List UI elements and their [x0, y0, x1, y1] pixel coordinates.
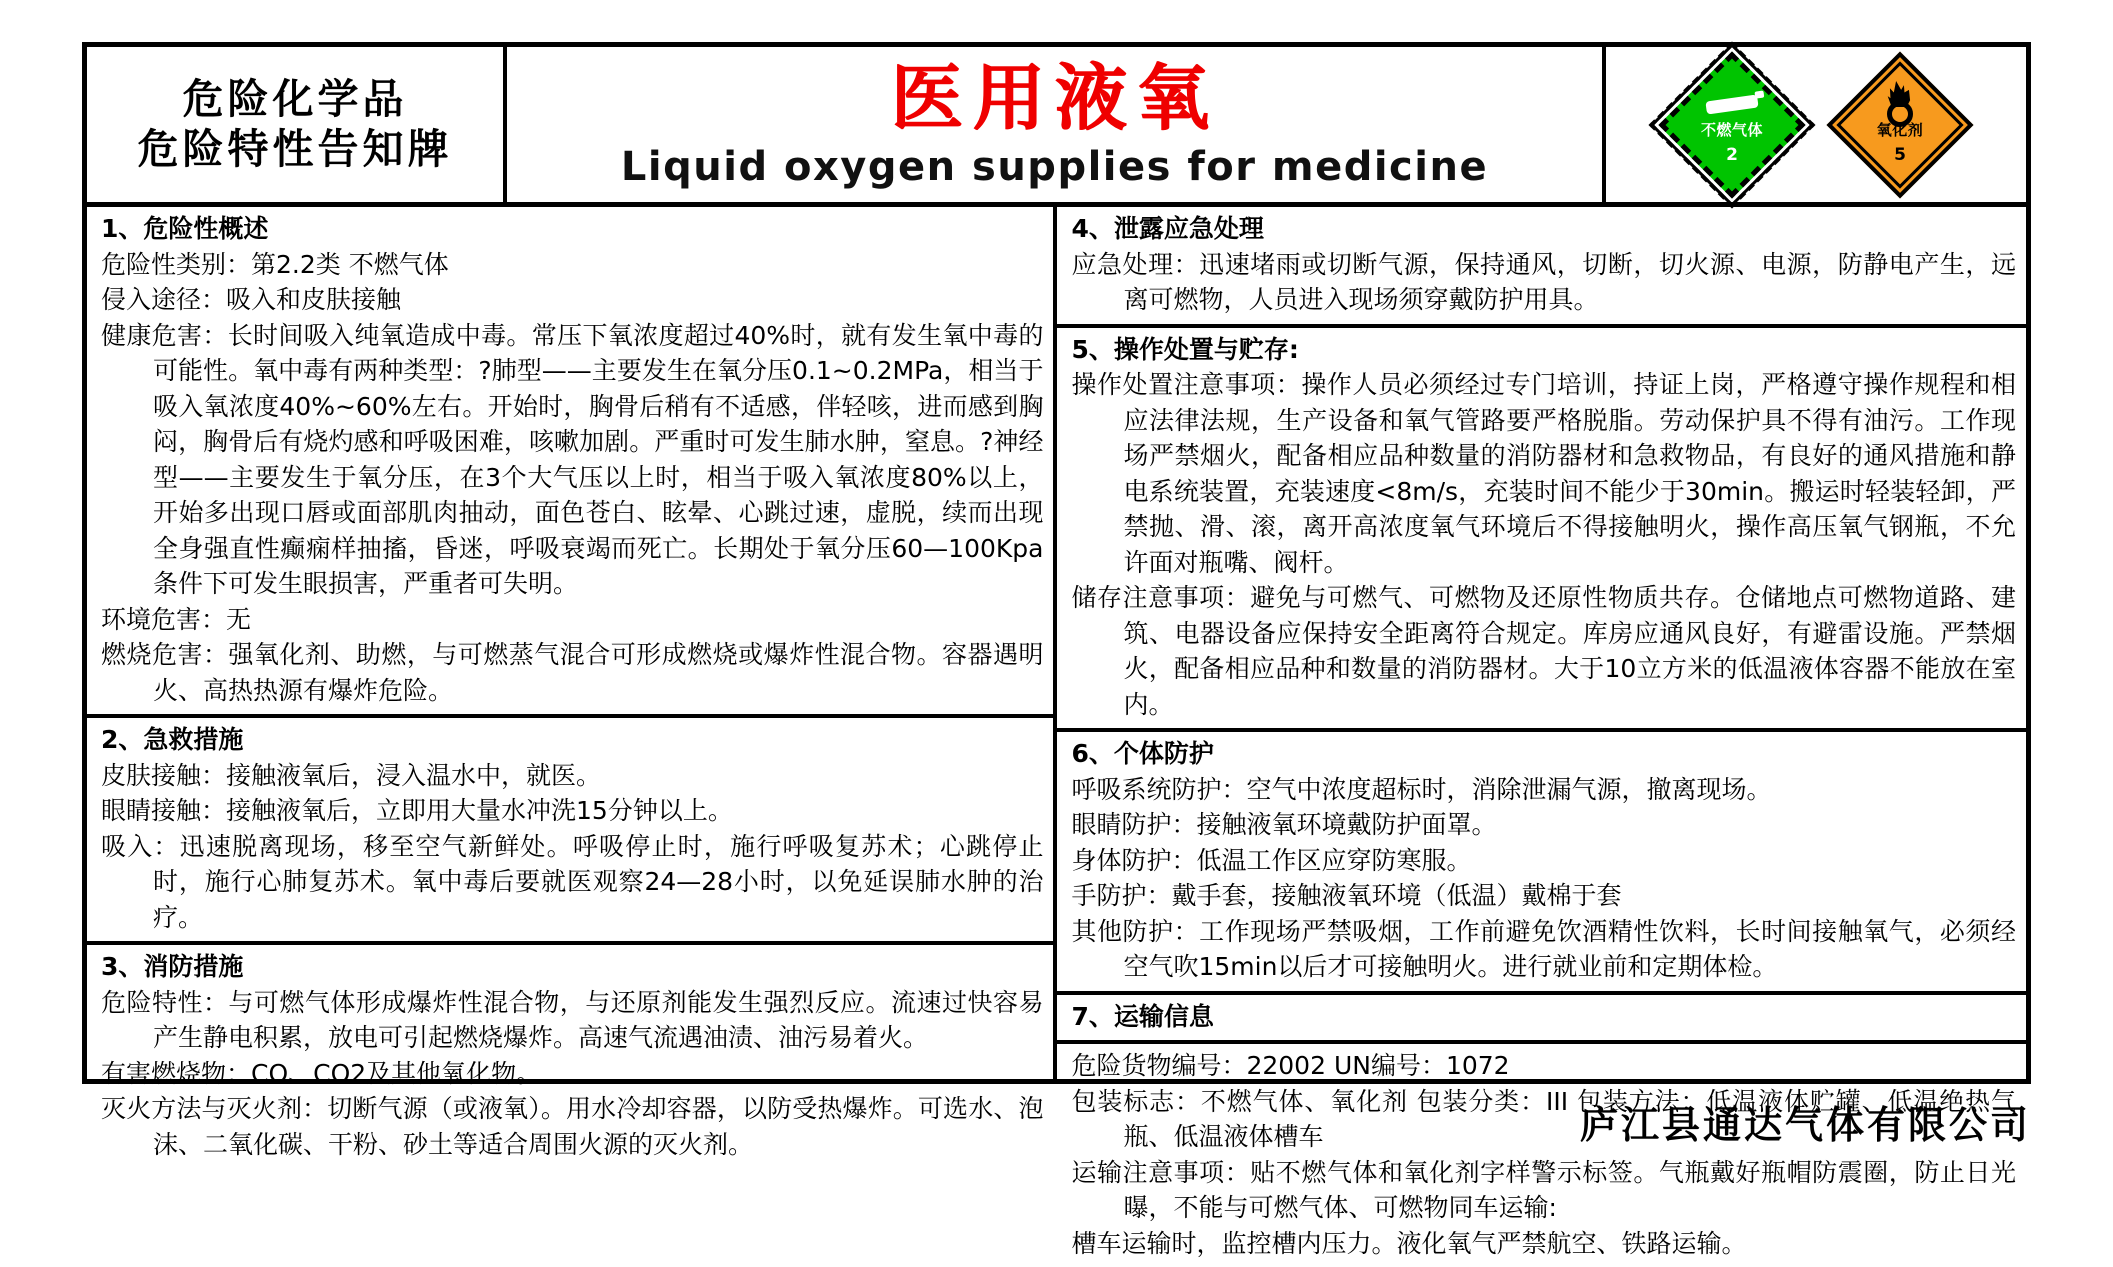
section-title: 7、运输信息: [1071, 1001, 1214, 1031]
section-line: 储存注意事项：避免与可燃气、可燃物及还原性物质共存。仓储地点可燃物道路、建筑、电器设备应保持安全距离符合规定。库房应通风良好，有避雷设施。严禁烟火，配备相应品种和数量的消防器材。大于10立方米的低温液体容器不能放在室内。: [1071, 583, 2016, 719]
placard-class-number: 2: [1726, 145, 1738, 165]
section-line: 运输注意事项：贴不燃气体和氧化剂字样警示标签。气瓶戴好瓶帽防震圈，防止日光曝，不能与可燃气体、可燃物同车运输:: [1071, 1157, 2016, 1222]
product-name-english: Liquid oxygen supplies for medicine: [620, 143, 1489, 190]
section-line: 有害燃烧物：CO、CO2及其他氧化物。: [101, 1058, 542, 1088]
placard-inner-border: [1836, 61, 1963, 188]
section-first-aid: [87, 718, 1053, 945]
placard-diamond-shape: [1658, 51, 1805, 198]
section-line: 危险货物编号：22002 UN编号：1072: [1071, 1051, 1510, 1080]
section-title: 5、操作处置与贮存:: [1071, 334, 1299, 364]
section-line: 其他防护：工作现场严禁吸烟，工作前避免饮酒精性饮料，长时间接触氧气，必须经空气吹15min以后才可接触明火。进行就业前和定期体检。: [1071, 916, 2016, 981]
section-transport-info-title: [1057, 995, 2026, 1045]
board-header: [87, 47, 2026, 207]
header-title-line1: 危险化学品: [182, 75, 408, 124]
section-line: 健康危害：长时间吸入纯氧造成中毒。常压下氧浓度超过40%时，就有发生氧中毒的可能性。氧中毒有两种类型：?肺型——主要发生在氧分压0.1~0.2MPa，相当于吸入氧浓度40%~60%左右。开始时，胸骨后稍有不适感，伴轻咳，进而感到胸闷，胸骨后有烧灼感和呼吸困难，咳嗽加剧。严重时可发生肺水肿，窒息。?神经型——主要发生于氧分压，在3个大气压以上时，相当于吸入氧浓度80%以上，开始多出现口唇或面部肌肉抽动，面色苍白、眩晕、心跳过速，虚脱，续而出现全身强直性癫痫样抽搐，昏迷，呼吸衰竭而死亡。长期处于氧分压60—100Kpa条件下可发生眼损害，严重者可失明。: [101, 320, 1044, 598]
section-line: 身体防护：低温工作区应穿防寒服。: [1071, 845, 1472, 875]
section-line: 手防护：戴手套，接触液氧环境（低温）戴棉于套: [1071, 881, 1622, 910]
section-line: 环境危害：无: [101, 604, 252, 634]
company-name: 庐江县通达气体有限公司: [1579, 1103, 2031, 1147]
header-center-title-cell: [507, 47, 1606, 202]
product-name-chinese: 医用液氧: [890, 55, 1219, 140]
section-line: 灭火方法与灭火剂：切断气源（或液氧）。用水冷却容器，以防受热爆炸。可选水、泡沫、二氧化碳、干粉、砂土等适合周围火源的灭火剂。: [101, 1094, 1044, 1159]
placard-oxidizer: [1825, 50, 1975, 200]
section-line: 燃烧危害：强氧化剂、助燃，与可燃蒸气混合可形成燃烧或爆炸性混合物。容器遇明火、高热热源有爆炸危险。: [101, 640, 1044, 705]
section-line: 眼睛防护：接触液氧环境戴防护面罩。: [1071, 810, 1497, 839]
section-personal-protection: [1057, 732, 2026, 995]
section-title: 2、急救措施: [101, 725, 244, 754]
section-line: 槽车运输时，监控槽内压力。液化氧气严禁航空、铁路运输。: [1071, 1228, 1747, 1258]
section-transport-info: [1057, 1044, 2026, 1267]
header-placards-cell: [1606, 47, 2026, 202]
section-line: 应急处理：迅速堵雨或切断气源，保持通风，切断，切火源、电源，防静电产生，远离可燃物，人员进入现场须穿戴防护用具。: [1071, 249, 2016, 314]
section-hazard-overview: [87, 207, 1053, 718]
section-line: 包装标志：不燃气体、氧化剂 包装分类：III 包装方法：低温液体贮罐、低温绝热气瓶、低温液体槽车: [1071, 1086, 2016, 1151]
section-line: 危险性类别：第2.2类 不燃气体: [101, 249, 449, 279]
section-handling-storage: [1057, 328, 2026, 733]
section-title: 4、泄露应急处理: [1071, 214, 1264, 243]
section-title: 3、消防措施: [101, 952, 244, 981]
section-line: 操作处置注意事项：操作人员必须经过专门培训，持证上岗，严格遵守操作规程和相应法律法规，生产设备和氧气管路要严格脱脂。劳动保护具不得有油污。工作现场严禁烟火，配备相应品种数量的消防器材和急救物品，有良好的通风措施和静电系统装置，充装速度<8m/s，充装时间不能少于30min。搬运时轻装轻卸，严禁抛、滑、滚，离开高浓度氧气环境后不得接触明火，操作高压氧气钢瓶，不允许面对瓶嘴、阀杆。: [1071, 370, 2016, 577]
section-line: 危险特性：与可燃气体形成爆炸性混合物，与还原剂能发生强烈反应。流速过快容易产生静电积累，放电可引起燃烧爆炸。高速气流遇油渍、油污易着火。: [101, 987, 1044, 1052]
placard-label: 不燃气体: [1700, 121, 1763, 139]
section-line: 皮肤接触：接触液氧后，浸入温水中，就医。: [101, 760, 602, 790]
section-leak-emergency: [1057, 207, 2026, 328]
header-left-title-cell: [87, 47, 507, 202]
section-title: 6、个体防护: [1071, 739, 1214, 768]
section-line: 眼睛接触：接触液氧后，立即用大量水冲洗15分钟以上。: [101, 796, 733, 825]
section-line: 吸入：迅速脱离现场，移至空气新鲜处。呼吸停止时，施行呼吸复苏术；心跳停止时，施行心肺复苏术。氧中毒后要就医观察24—28小时，以免延误肺水肿的治疗。: [101, 831, 1044, 932]
left-column: [87, 207, 1057, 1159]
section-title: 1、危险性概述: [101, 214, 269, 243]
placard-class-number: 5: [1894, 145, 1906, 165]
section-line: 侵入途径：吸入和皮肤接触: [101, 285, 402, 314]
header-title-line2: 危险特性告知牌: [137, 124, 453, 173]
placard-label: 氧化剂: [1876, 121, 1924, 139]
section-line: 呼吸系统防护：空气中浓度超标时，消除泄漏气源，撤离现场。: [1071, 774, 1772, 804]
placard-non-flammable-gas: [1657, 50, 1807, 200]
